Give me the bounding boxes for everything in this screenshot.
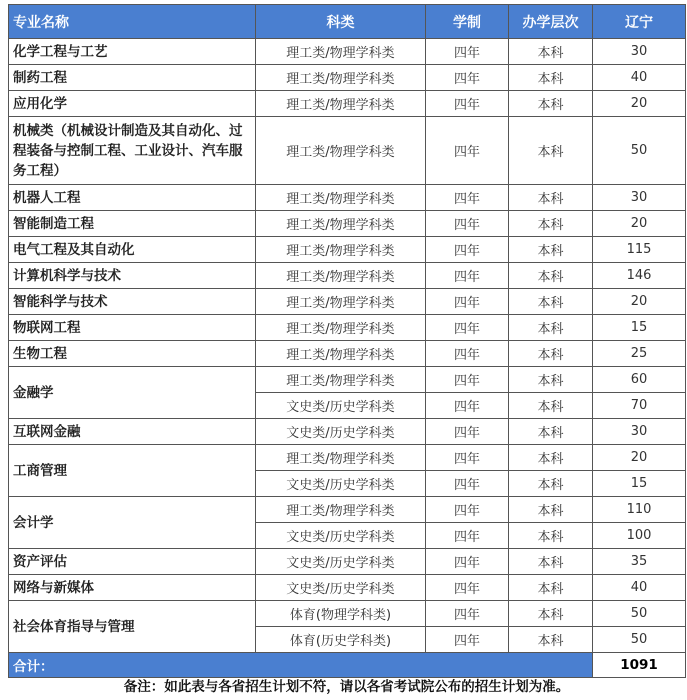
category-cell: 文史类/历史学科类: [256, 419, 426, 445]
major-name: 生物工程: [9, 341, 256, 367]
major-name: 机械类（机械设计制造及其自动化、过程装备与控制工程、工业设计、汽车服务工程）: [9, 117, 256, 185]
count-cell: 146: [593, 263, 686, 289]
major-name: 应用化学: [9, 91, 256, 117]
count-cell: 60: [593, 367, 686, 393]
count-cell: 15: [593, 315, 686, 341]
total-label: 合计：: [9, 653, 593, 678]
table-row: [9, 211, 686, 237]
category-cell: 理工类/物理学科类: [256, 445, 426, 471]
count-cell: 20: [593, 445, 686, 471]
major-name: 社会体育指导与管理: [9, 601, 256, 653]
category-cell: 体育(历史学科类): [256, 627, 426, 653]
count-cell: 40: [593, 65, 686, 91]
level-cell: 本科: [509, 117, 593, 185]
category-cell: 文史类/历史学科类: [256, 471, 426, 497]
major-name: 制药工程: [9, 65, 256, 91]
level-cell: 本科: [509, 601, 593, 627]
level-cell: 本科: [509, 263, 593, 289]
level-cell: 本科: [509, 91, 593, 117]
level-cell: 本科: [509, 471, 593, 497]
category-cell: 文史类/历史学科类: [256, 393, 426, 419]
category-cell: 理工类/物理学科类: [256, 341, 426, 367]
category-cell: 理工类/物理学科类: [256, 65, 426, 91]
major-name: 金融学: [9, 367, 256, 419]
count-cell: 35: [593, 549, 686, 575]
duration-cell: 四年: [426, 341, 509, 367]
category-cell: 文史类/历史学科类: [256, 549, 426, 575]
duration-cell: 四年: [426, 497, 509, 523]
total-value: 1091: [593, 653, 686, 678]
header-row: [9, 5, 686, 39]
table-row: [9, 117, 686, 185]
table-row: [9, 341, 686, 367]
count-cell: 50: [593, 627, 686, 653]
table-body: [9, 39, 686, 653]
count-cell: 50: [593, 117, 686, 185]
count-cell: 115: [593, 237, 686, 263]
major-name: 智能科学与技术: [9, 289, 256, 315]
category-cell: 文史类/历史学科类: [256, 523, 426, 549]
duration-cell: 四年: [426, 471, 509, 497]
major-name: 互联网金融: [9, 419, 256, 445]
header-level: 办学层次: [509, 5, 593, 39]
count-cell: 30: [593, 39, 686, 65]
level-cell: 本科: [509, 315, 593, 341]
duration-cell: 四年: [426, 263, 509, 289]
major-name: 电气工程及其自动化: [9, 237, 256, 263]
count-cell: 25: [593, 341, 686, 367]
major-name: 计算机科学与技术: [9, 263, 256, 289]
enrollment-table: [8, 4, 686, 678]
duration-cell: 四年: [426, 91, 509, 117]
level-cell: 本科: [509, 65, 593, 91]
duration-cell: 四年: [426, 601, 509, 627]
count-cell: 30: [593, 185, 686, 211]
table-row: [9, 549, 686, 575]
table-row: [9, 39, 686, 65]
header-category: 科类: [256, 5, 426, 39]
count-cell: 20: [593, 289, 686, 315]
duration-cell: 四年: [426, 185, 509, 211]
count-cell: 40: [593, 575, 686, 601]
header-major: 专业名称: [9, 5, 256, 39]
count-cell: 110: [593, 497, 686, 523]
table-row: [9, 263, 686, 289]
major-name: 网络与新媒体: [9, 575, 256, 601]
major-name: 机器人工程: [9, 185, 256, 211]
major-name: 物联网工程: [9, 315, 256, 341]
category-cell: 体育(物理学科类): [256, 601, 426, 627]
category-cell: 文史类/历史学科类: [256, 575, 426, 601]
count-cell: 20: [593, 211, 686, 237]
duration-cell: 四年: [426, 315, 509, 341]
table-row: [9, 237, 686, 263]
level-cell: 本科: [509, 185, 593, 211]
count-cell: 30: [593, 419, 686, 445]
duration-cell: 四年: [426, 117, 509, 185]
duration-cell: 四年: [426, 393, 509, 419]
category-cell: 理工类/物理学科类: [256, 367, 426, 393]
level-cell: 本科: [509, 367, 593, 393]
category-cell: 理工类/物理学科类: [256, 211, 426, 237]
level-cell: 本科: [509, 549, 593, 575]
category-cell: 理工类/物理学科类: [256, 315, 426, 341]
table-row: [9, 601, 686, 627]
major-name: 智能制造工程: [9, 211, 256, 237]
duration-cell: 四年: [426, 419, 509, 445]
duration-cell: 四年: [426, 237, 509, 263]
level-cell: 本科: [509, 497, 593, 523]
count-cell: 100: [593, 523, 686, 549]
major-name: 工商管理: [9, 445, 256, 497]
duration-cell: 四年: [426, 289, 509, 315]
level-cell: 本科: [509, 341, 593, 367]
duration-cell: 四年: [426, 367, 509, 393]
header-duration: 学制: [426, 5, 509, 39]
major-name: 会计学: [9, 497, 256, 549]
header-province: 辽宁: [593, 5, 686, 39]
table-row: [9, 367, 686, 393]
table-row: [9, 445, 686, 471]
table-row: [9, 91, 686, 117]
category-cell: 理工类/物理学科类: [256, 91, 426, 117]
level-cell: 本科: [509, 627, 593, 653]
footnote: 备注：如此表与各省招生计划不符，请以各省考试院公布的招生计划为准。: [123, 679, 570, 695]
level-cell: 本科: [509, 211, 593, 237]
count-cell: 15: [593, 471, 686, 497]
category-cell: 理工类/物理学科类: [256, 185, 426, 211]
table-row: [9, 419, 686, 445]
table-row: [9, 185, 686, 211]
table-row: [9, 497, 686, 523]
duration-cell: 四年: [426, 445, 509, 471]
table-row: [9, 575, 686, 601]
duration-cell: 四年: [426, 39, 509, 65]
level-cell: 本科: [509, 289, 593, 315]
duration-cell: 四年: [426, 575, 509, 601]
category-cell: 理工类/物理学科类: [256, 497, 426, 523]
level-cell: 本科: [509, 445, 593, 471]
major-name: 化学工程与工艺: [9, 39, 256, 65]
duration-cell: 四年: [426, 549, 509, 575]
count-cell: 70: [593, 393, 686, 419]
count-cell: 20: [593, 91, 686, 117]
level-cell: 本科: [509, 523, 593, 549]
total-row: [9, 653, 686, 678]
table-row: [9, 289, 686, 315]
duration-cell: 四年: [426, 627, 509, 653]
duration-cell: 四年: [426, 523, 509, 549]
major-name: 资产评估: [9, 549, 256, 575]
duration-cell: 四年: [426, 65, 509, 91]
table-row: [9, 65, 686, 91]
level-cell: 本科: [509, 39, 593, 65]
level-cell: 本科: [509, 393, 593, 419]
table-row: [9, 315, 686, 341]
level-cell: 本科: [509, 575, 593, 601]
duration-cell: 四年: [426, 211, 509, 237]
category-cell: 理工类/物理学科类: [256, 237, 426, 263]
category-cell: 理工类/物理学科类: [256, 289, 426, 315]
level-cell: 本科: [509, 237, 593, 263]
count-cell: 50: [593, 601, 686, 627]
category-cell: 理工类/物理学科类: [256, 117, 426, 185]
category-cell: 理工类/物理学科类: [256, 263, 426, 289]
level-cell: 本科: [509, 419, 593, 445]
category-cell: 理工类/物理学科类: [256, 39, 426, 65]
